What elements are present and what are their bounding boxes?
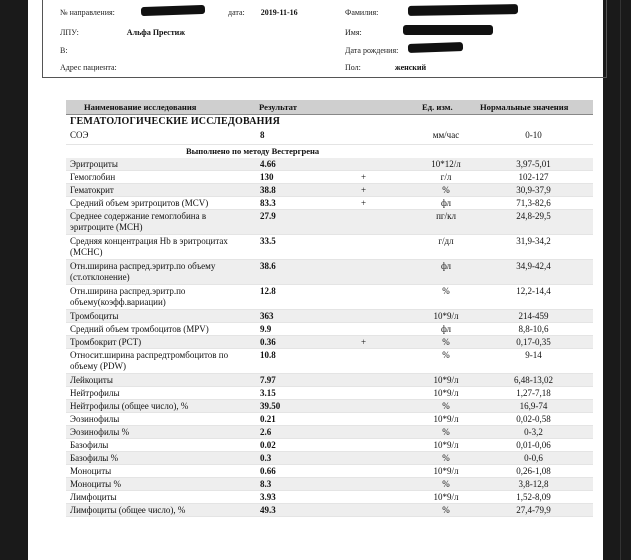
cell-norm: 3,97-5,01 xyxy=(516,159,551,169)
cell-unit: % xyxy=(442,401,450,411)
table-row xyxy=(66,210,593,235)
cell-unit: % xyxy=(442,286,450,296)
table-row xyxy=(66,491,593,504)
table-row xyxy=(66,426,593,439)
cell-result: 3.15 xyxy=(260,388,276,398)
table-row xyxy=(66,184,593,197)
sex-field: Пол: женский xyxy=(345,63,427,72)
cell-norm: 27,4-79,9 xyxy=(516,505,551,515)
col-result-header: Результат xyxy=(259,102,297,112)
cell-unit: фл xyxy=(440,324,452,334)
cell-norm: 1,52-8,09 xyxy=(516,492,551,502)
cell-name: Лейкоциты xyxy=(70,375,113,385)
surname-field: Фамилия: xyxy=(345,8,379,17)
cell-result: 0.66 xyxy=(260,466,276,476)
cell-unit: % xyxy=(442,337,450,347)
cell-flag: + xyxy=(361,172,367,182)
col-name-header: Наименование исследования xyxy=(84,102,197,112)
table-row xyxy=(66,285,593,310)
cell-norm: 12,2-14,4 xyxy=(516,286,551,296)
cell-unit: фл xyxy=(440,261,452,271)
cell-name: Эозинофилы % xyxy=(70,427,130,437)
cell-norm: 0,02-0,58 xyxy=(516,414,551,424)
cell-result: 0.3 xyxy=(260,453,272,463)
cell-name: Базофилы xyxy=(70,440,109,450)
cell-result: 9.9 xyxy=(260,324,272,334)
cell-norm: 214-459 xyxy=(518,311,549,321)
cell-name: Эритроциты xyxy=(70,159,118,169)
table-row xyxy=(66,465,593,478)
cell-unit: 10*9/л xyxy=(433,414,459,424)
referral-field: № направления: xyxy=(60,8,115,17)
table-row xyxy=(66,310,593,323)
cell-result: 7.97 xyxy=(260,375,276,385)
cell-name: Нейтрофилы xyxy=(70,388,120,398)
cell-norm: 0-3,2 xyxy=(524,427,543,437)
cell-name: Среднее содержание гемоглобина в эритроците (MCH) xyxy=(70,211,207,232)
cell-norm: 3,8-12,8 xyxy=(518,479,549,489)
cell-unit: 10*9/л xyxy=(433,311,459,321)
table-row xyxy=(66,452,593,465)
cell-norm: 0,17-0,35 xyxy=(516,337,551,347)
cell-unit: % xyxy=(442,185,450,195)
cell-norm: 31,9-34,2 xyxy=(516,236,551,246)
cell-result: 4.66 xyxy=(260,159,276,169)
cell-result: 0.21 xyxy=(260,414,276,424)
table-row xyxy=(66,387,593,400)
cell-flag: + xyxy=(361,337,367,347)
birthdate-field: Дата рождения: xyxy=(345,46,399,55)
cell-name: Базофилы % xyxy=(70,453,119,463)
redaction-birthdate xyxy=(408,42,463,53)
cell-norm: 0,26-1,08 xyxy=(516,466,551,476)
cell-unit: % xyxy=(442,427,450,437)
cell-name: Лимфоциты xyxy=(70,492,117,502)
cell-result: 49.3 xyxy=(260,505,276,515)
cell-result: 363 xyxy=(260,311,274,321)
cell-flag: + xyxy=(361,185,367,195)
cell-result: 83.3 xyxy=(260,198,276,208)
table-row xyxy=(66,323,593,336)
cell-norm: 8,8-10,6 xyxy=(518,324,549,334)
cell-name: Эозинофилы xyxy=(70,414,120,424)
cell-unit: 10*9/л xyxy=(433,466,459,476)
cell-norm: 1,27-7,18 xyxy=(516,388,551,398)
cell-name: Средний объем тромбоцитов (MPV) xyxy=(70,324,209,334)
table-row xyxy=(66,171,593,184)
cell-norm: 34,9-42,4 xyxy=(516,261,551,271)
table-row xyxy=(66,504,593,517)
table-row xyxy=(66,158,593,171)
cell-unit: 10*9/л xyxy=(433,388,459,398)
cell-unit: г/дл xyxy=(438,236,454,246)
section-title: ГЕМАТОЛОГИЧЕСКИЕ ИССЛЕДОВАНИЯ xyxy=(70,116,281,127)
cell-result: 0.36 xyxy=(260,337,276,347)
cell-unit: 10*9/л xyxy=(433,375,459,385)
cell-name: Отн.ширина распред.эритр.по объему (ст.отклонение) xyxy=(70,261,216,282)
cell-unit: % xyxy=(442,479,450,489)
cell-name: Гематокрит xyxy=(70,185,114,195)
table-row xyxy=(66,235,593,260)
cell-norm: 0,01-0,06 xyxy=(516,440,551,450)
cell-name: Относит.ширина распредтромбоцитов по объему (PDW) xyxy=(70,350,229,371)
cell-unit: % xyxy=(442,453,450,463)
cell-name: Нейтрофилы (общее число), % xyxy=(70,401,189,411)
cell-norm: 6,48-13,02 xyxy=(514,375,553,385)
cell-name: Моноциты xyxy=(70,466,112,476)
table-row xyxy=(66,400,593,413)
cell-norm: 30,9-37,9 xyxy=(516,185,551,195)
date-field: дата: 2019-11-16 xyxy=(228,8,298,17)
cell-result: 3.93 xyxy=(260,492,276,502)
cell-result: 2.6 xyxy=(260,427,272,437)
results-table xyxy=(66,100,593,517)
cell-result: 12.8 xyxy=(260,286,276,296)
cell-norm: 102-127 xyxy=(518,172,549,182)
cell-norm: 24,8-29,5 xyxy=(516,211,551,221)
redaction-name xyxy=(403,25,493,35)
table-row xyxy=(66,336,593,349)
cell-flag: + xyxy=(361,198,367,208)
name-field: Имя: xyxy=(345,28,362,37)
page-edge xyxy=(620,0,621,560)
cell-result: 8.3 xyxy=(260,479,272,489)
cell-name: Тромбокрит (PCT) xyxy=(70,337,142,347)
cell-norm: 71,3-82,6 xyxy=(516,198,551,208)
cell-result: 38.6 xyxy=(260,261,276,271)
table-row-esr: СОЭ 8 мм/час 0-10 xyxy=(66,129,593,145)
cell-result: 33.5 xyxy=(260,236,276,246)
v-field: В: xyxy=(60,46,68,55)
cell-name: Гемоглобин xyxy=(70,172,116,182)
method-note: Выполнено по методу Вестергрена xyxy=(186,146,320,156)
cell-name: Средний объем эритроцитов (MCV) xyxy=(70,198,209,208)
cell-unit: % xyxy=(442,505,450,515)
cell-norm: 0-0,6 xyxy=(524,453,543,463)
cell-unit: 10*9/л xyxy=(433,440,459,450)
lpu-field: ЛПУ: Альфа Престиж xyxy=(60,28,186,37)
cell-unit: 10*12/л xyxy=(431,159,461,169)
cell-name: Моноциты % xyxy=(70,479,121,489)
cell-result: 10.8 xyxy=(260,350,276,360)
table-row xyxy=(66,478,593,491)
table-row xyxy=(66,197,593,210)
cell-result: 27.9 xyxy=(260,211,276,221)
table-row xyxy=(66,374,593,387)
redaction-surname xyxy=(408,4,518,16)
table-row xyxy=(66,260,593,285)
cell-result: 130 xyxy=(260,172,274,182)
cell-name: Средняя концентрация Hb в эритроцитах (MCHC) xyxy=(70,236,228,257)
address-field: Адрес пациента: xyxy=(60,63,117,72)
cell-name: Тромбоциты xyxy=(70,311,119,321)
cell-result: 38.8 xyxy=(260,185,276,195)
col-unit-header: Ед. изм. xyxy=(422,102,453,112)
cell-unit: 10*9/л xyxy=(433,492,459,502)
redaction-referral xyxy=(141,5,205,16)
col-norm-header: Нормальные значения xyxy=(480,102,569,112)
table-row xyxy=(66,439,593,452)
cell-unit: пг/кл xyxy=(436,211,456,221)
cell-result: 0.02 xyxy=(260,440,276,450)
result-rows xyxy=(66,158,593,517)
cell-norm: 16,9-74 xyxy=(519,401,548,411)
cell-unit: % xyxy=(442,350,450,360)
table-header xyxy=(66,100,593,115)
cell-name: Лимфоциты (общее число), % xyxy=(70,505,186,515)
cell-unit: фл xyxy=(440,198,452,208)
cell-name: Отн.ширина распред.эритр.по объему(коэфф.вариации) xyxy=(70,286,186,307)
patient-header xyxy=(42,0,607,78)
cell-result: 39.50 xyxy=(260,401,281,411)
table-row xyxy=(66,349,593,374)
cell-norm: 9-14 xyxy=(525,350,542,360)
cell-unit: г/л xyxy=(440,172,452,182)
table-row xyxy=(66,413,593,426)
